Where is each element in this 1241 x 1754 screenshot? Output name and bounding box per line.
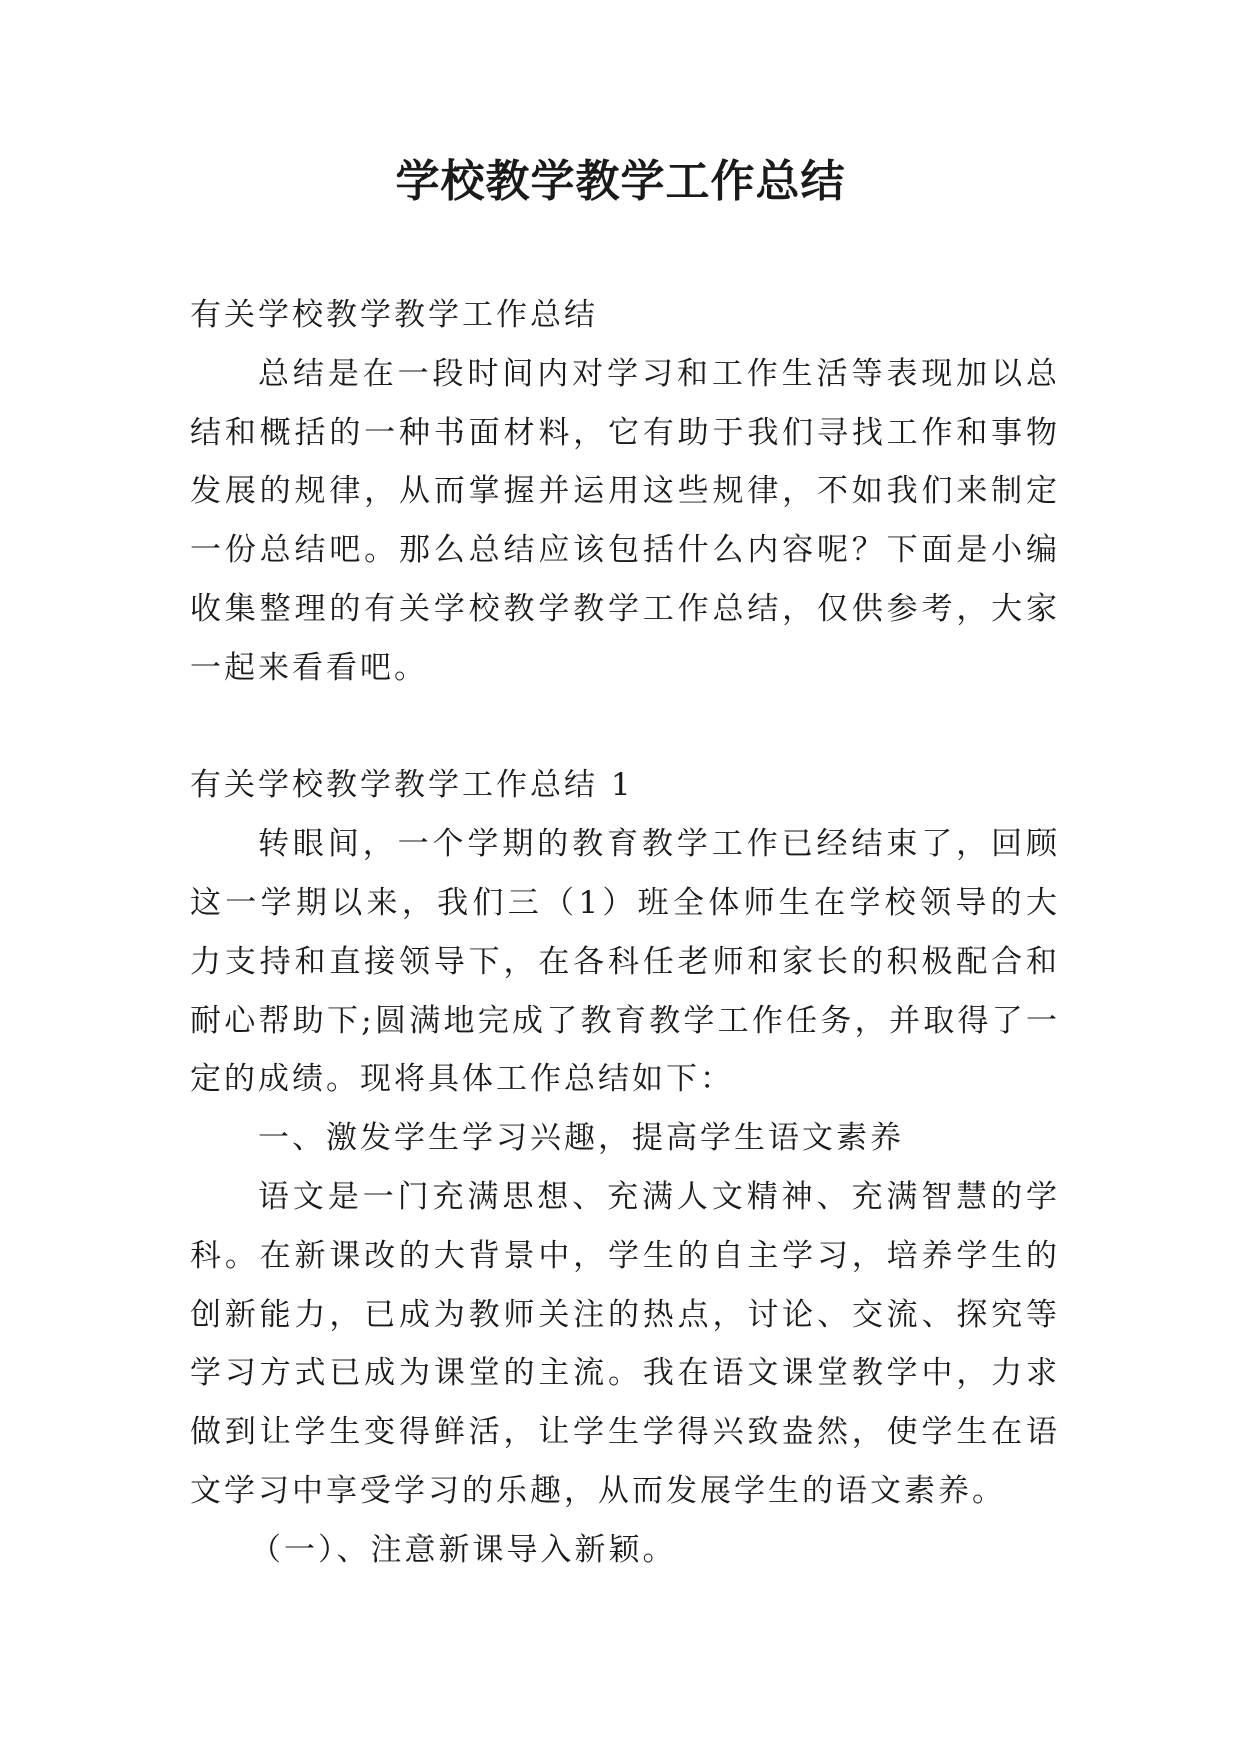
point-paragraph: 语文是一门充满思想、充满人文精神、充满智慧的学科。在新课改的大背景中，学生的自主学习，培养学生的创新能力，已成为教师关注的热点，讨论、交流、探究等学习方式已成为课堂的主流。我在语文课堂教学中，力求做到让学生变得鲜活，让学生学得兴致盎然，使学生在语文学习中享受学习的乐趣，从而发展学生的语文素养。 [190, 1178, 1060, 1509]
intro-paragraph: 总结是在一段时间内对学习和工作生活等表现加以总结和概括的一种书面材料，它有助于我们寻找工作和事物发展的规律，从而掌握并运用这些规律，不如我们来制定一份总结吧。那么总结应该包括什么内容呢？下面是小编收集整理的有关学校教学教学工作总结，仅供参考，大家一起来看看吧。 [190, 355, 1060, 686]
document-body [190, 286, 1060, 1580]
subheading: 有关学校教学教学工作总结 [190, 297, 598, 333]
point-heading: 一、激发学生学习兴趣，提高学生语文素养 [258, 1120, 904, 1157]
section-paragraph: 转眼间，一个学期的教育教学工作已经结束了，回顾这一学期以来，我们三（1）班全体师生在学校领导的大力支持和直接领导下，在各科任老师和家长的积极配合和耐心帮助下;圆满地完成了教育教学工作任务，并取得了一定的成绩。现将具体工作总结如下： [190, 826, 1060, 1098]
subpoint-heading: （一）、注意新课导入新颖。 [250, 1531, 677, 1568]
section-heading: 有关学校教学教学工作总结 1 [190, 767, 634, 804]
document-title: 学校教学教学工作总结 [395, 156, 846, 207]
paragraph-spacer [190, 698, 1060, 757]
